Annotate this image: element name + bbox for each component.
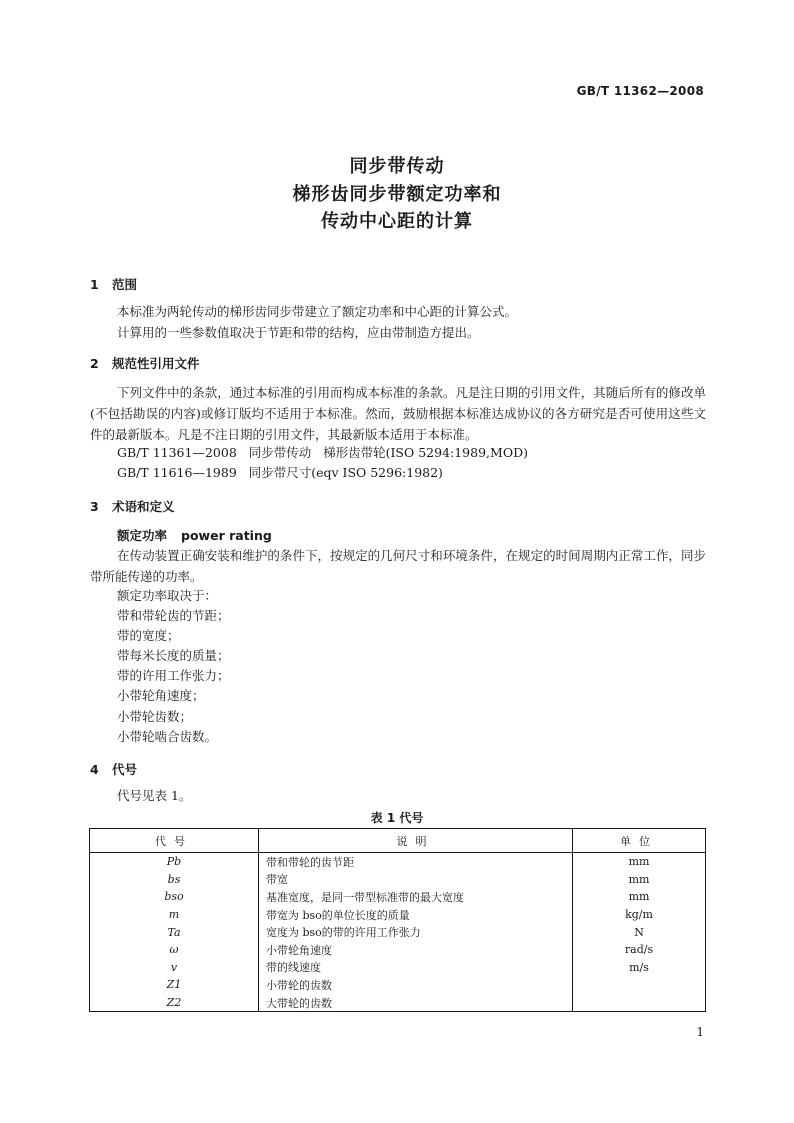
description-cell: 小带轮的齿数: [259, 976, 573, 994]
unit-cell: rad/s: [573, 941, 706, 959]
symbol-cell: bs: [90, 871, 259, 889]
title-line-3: 传动中心距的计算: [321, 211, 473, 232]
table-row: [90, 923, 706, 941]
description-cell: 宽度为 bso的带的许用工作张力: [259, 923, 573, 941]
symbol-cell: m: [90, 906, 259, 924]
unit-cell: [573, 994, 706, 1012]
unit-cell: mm: [573, 853, 706, 871]
section-number: 3: [90, 499, 99, 514]
symbols-table: [89, 828, 706, 1012]
description-cell: 小带轮角速度: [259, 941, 573, 959]
list-item: 带每米长度的质量；: [117, 648, 230, 663]
list-item: 带和带轮齿的节距；: [117, 608, 230, 623]
document-title: [0, 153, 794, 236]
description-cell: 带的线速度: [259, 959, 573, 977]
unit-cell: mm: [573, 871, 706, 889]
section-1-paragraph-1: 本标准为两轮传动的梯形齿同步带建立了额定功率和中心距的计算公式。: [117, 304, 518, 319]
section-4-paragraph: 代号见表 1。: [117, 788, 192, 803]
symbol-cell: v: [90, 959, 259, 977]
list-item: 小带轮啮合齿数。: [117, 729, 218, 744]
section-1-paragraph-2: 计算用的一些参数值取决于节距和带的结构，应由带制造方提出。: [117, 325, 480, 340]
reference-1: GB/T 11361—2008 同步带传动 梯形齿带轮(ISO 5294:1989,MOD): [117, 445, 528, 460]
reference-2: GB/T 11616—1989 同步带尺寸(eqv ISO 5296:1982): [117, 465, 443, 480]
unit-cell: N: [573, 923, 706, 941]
table-row: [90, 959, 706, 977]
symbol-cell: Z1: [90, 976, 259, 994]
unit-cell: [573, 976, 706, 994]
table-row: [90, 941, 706, 959]
symbol-cell: bso: [90, 888, 259, 906]
list-item: 小带轮齿数；: [117, 709, 193, 724]
section-3-heading: [90, 497, 175, 515]
description-cell: 大带轮的齿数: [259, 994, 573, 1012]
section-number: 4: [90, 762, 99, 777]
table-row: [90, 871, 706, 889]
section-2-paragraph: 下列文件中的条款，通过本标准的引用而构成本标准的条款。凡是注日期的引用文件，其随后所有的修改单(不包括勘误的内容)或修订版均不适用于本标准。然而，鼓励根据本标准达成协议的各方研究是否可使用这些文件的最新版本。凡是不注日期的引用文件，其最新版本适用于本标准。: [90, 385, 706, 442]
list-item: 带的许用工作张力；: [117, 668, 230, 683]
section-1-heading: [90, 275, 137, 293]
term-english: power rating: [181, 528, 272, 543]
list-item: 小带轮角速度；: [117, 688, 205, 703]
title-line-1: 同步带传动: [349, 156, 445, 177]
standard-code: GB/T 11362—2008: [576, 84, 704, 98]
table-row: [90, 853, 706, 871]
symbol-cell: Ta: [90, 923, 259, 941]
table-row: [90, 888, 706, 906]
column-header-description: 说明: [259, 829, 573, 853]
page-number: 1: [696, 1025, 704, 1039]
table-header-row: [90, 829, 706, 853]
section-title: 代号: [112, 762, 138, 777]
symbol-cell: Z2: [90, 994, 259, 1012]
table-row: [90, 976, 706, 994]
section-4-heading: [90, 760, 137, 778]
depends-on-intro: 额定功率取决于：: [117, 588, 218, 603]
description-cell: 基准宽度，是同一带型标准带的最大宽度: [259, 888, 573, 906]
table-body: [90, 853, 706, 1012]
unit-cell: mm: [573, 888, 706, 906]
table-row: [90, 906, 706, 924]
term-definition: 在传动装置正确安装和维护的条件下，按规定的几何尺寸和环境条件，在规定的时间周期内正常工作，同步带所能传递的功率。: [90, 548, 706, 584]
section-2-heading: [90, 354, 200, 372]
section-title: 规范性引用文件: [112, 356, 200, 371]
table-caption: 表 1 代号: [370, 811, 424, 825]
term-chinese: 额定功率: [117, 528, 168, 543]
description-cell: 带和带轮的齿节距: [259, 853, 573, 871]
column-header-unit: 单位: [573, 829, 706, 853]
column-header-symbol: 代号: [90, 829, 259, 853]
title-line-2: 梯形齿同步带额定功率和: [292, 183, 502, 205]
section-number: 1: [90, 277, 99, 292]
description-cell: 带宽: [259, 871, 573, 889]
term-heading: [117, 526, 272, 544]
table-row: [90, 994, 706, 1012]
section-title: 术语和定义: [112, 499, 175, 514]
symbol-cell: Pb: [90, 853, 259, 871]
symbol-cell: ω: [90, 941, 259, 959]
section-title: 范围: [112, 277, 138, 292]
unit-cell: m/s: [573, 959, 706, 977]
unit-cell: kg/m: [573, 906, 706, 924]
list-item: 带的宽度；: [117, 628, 180, 643]
description-cell: 带宽为 bso的单位长度的质量: [259, 906, 573, 924]
section-number: 2: [90, 356, 99, 371]
